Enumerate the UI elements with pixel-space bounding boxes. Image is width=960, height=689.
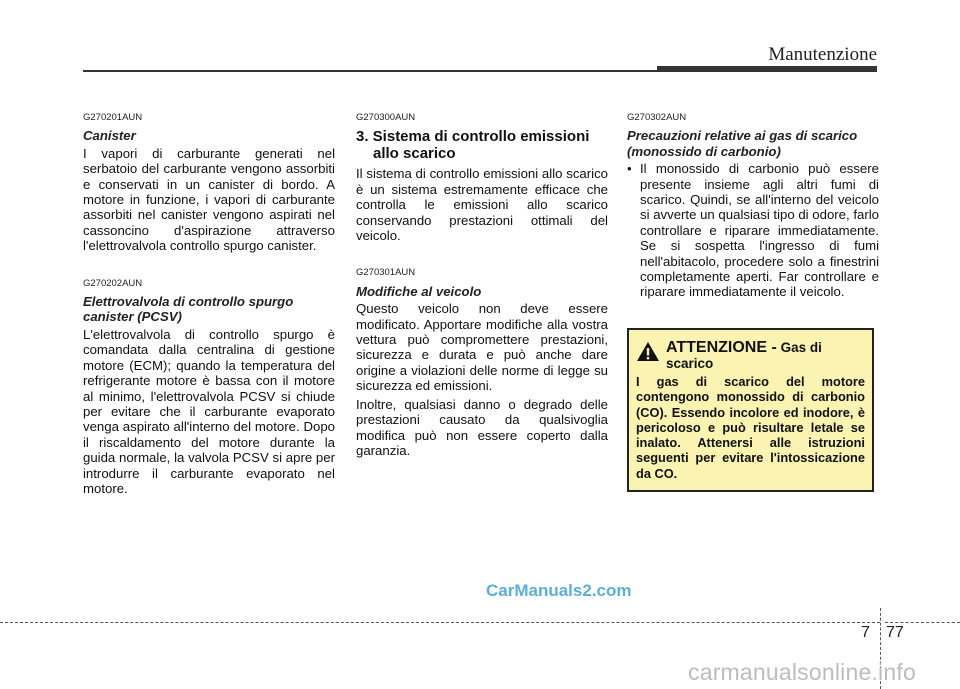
- bullet-icon: •: [627, 161, 632, 177]
- section-code: G270300AUN: [356, 112, 416, 123]
- section-subtitle: Precauzioni relative ai gas di scarico (monossido di carbonio): [627, 128, 858, 159]
- section-code: G270202AUN: [83, 277, 143, 289]
- chapter-number: 7: [861, 624, 870, 641]
- chapter-title: Manutenzione: [768, 44, 877, 65]
- section-code: G270302AUN: [627, 112, 687, 123]
- section-paragraph: I vapori di carburante generati nel serbatoio del carburante vengono assorbiti e conservati in un canister di bordo. A motore in funzione, i vapori di carburante assorbiti nel canister vengono aspirati nel cassoncino d'aspirazione attraverso l'elettrovalvola controllo spurgo canister.: [83, 145, 335, 254]
- section-subtitle: Canister: [83, 128, 136, 144]
- warning-topic: Gas di scarico: [666, 340, 822, 371]
- section-paragraph: Inoltre, qualsiasi danno o degrado delle prestazioni causato da qualsivoglia modifica può non essere coperto dalla garanzia.: [356, 396, 608, 458]
- section-subtitle: Elettrovalvola di controllo spurgo canister (PCSV): [83, 294, 294, 325]
- bullet-item: [627, 161, 879, 300]
- section-paragraph: Questo veicolo non deve essere modificato. Apportare modifiche alla vostra vettura può compromettere prestazioni, sicurezza e durata e può anche dare origine a violazioni delle norme di legge su sicurezza ed emissioni.: [356, 301, 608, 394]
- header-rule: [83, 70, 666, 72]
- warning-triangle-icon: [636, 341, 666, 367]
- section-paragraph: L'elettrovalvola di controllo spurgo è comandata dalla centralina di gestione motore (ECM); quando la temperatura del refrigerante motore è bassa con il motore al minimo, l'elettrovalvola PCSV si chiude per evitare che il carburante evaporato venga aspirato all'interno del motore. Dopo il riscaldamento del motore durante la guida normale, la valvola PCSV si apre per introdurre il carburante evaporato nel motore.: [83, 326, 335, 496]
- column-1: [83, 110, 335, 499]
- watermark-site-logo: CarManuals2.com: [486, 581, 632, 600]
- column-3: [627, 110, 879, 300]
- column-2: [356, 110, 608, 461]
- warning-box: [627, 328, 874, 492]
- section-paragraph: Il sistema di controllo emissioni allo scarico è un sistema estremamente efficace che controlla le emissioni allo scarico conservando prestazioni ottimali del veicolo.: [356, 166, 608, 244]
- footer-rule: [0, 622, 880, 623]
- header-rule-accent: [657, 66, 877, 72]
- warning-text: I gas di scarico del motore contengono monossido di carbonio (CO). Essendo incolore ed inodore, è pericoloso e può risultare letale se inalato. Attenersi alle istruzioni seguenti per evitare l'intossicazione da CO.: [636, 374, 865, 481]
- warning-title: [666, 340, 865, 372]
- bullet-text: Il monossido di carbonio può essere presente insieme agli altri fumi di scarico. Quindi, se all'interno del veicolo si avverte un qualsiasi tipo di odore, farlo controllare e riparare immediatamente. Se si sospetta l'ingresso di fumi nell'abitacolo, procedere solo a finestrini completamente aperti. Far controllare e riparare immediatamente il veicolo.: [640, 161, 879, 300]
- section-code: G270301AUN: [356, 267, 416, 279]
- warning-header: [636, 340, 865, 372]
- watermark-text: carmanualsonline.info: [688, 659, 916, 685]
- warning-label: ATTENZIONE -: [666, 339, 777, 356]
- page-number: 77: [886, 624, 904, 641]
- section-code: G270201AUN: [83, 112, 143, 123]
- section-title: 3. Sistema di controllo emissioni allo scarico: [356, 128, 590, 163]
- section-subtitle: Modifiche al veicolo: [356, 283, 482, 299]
- footer-rule: [885, 622, 960, 623]
